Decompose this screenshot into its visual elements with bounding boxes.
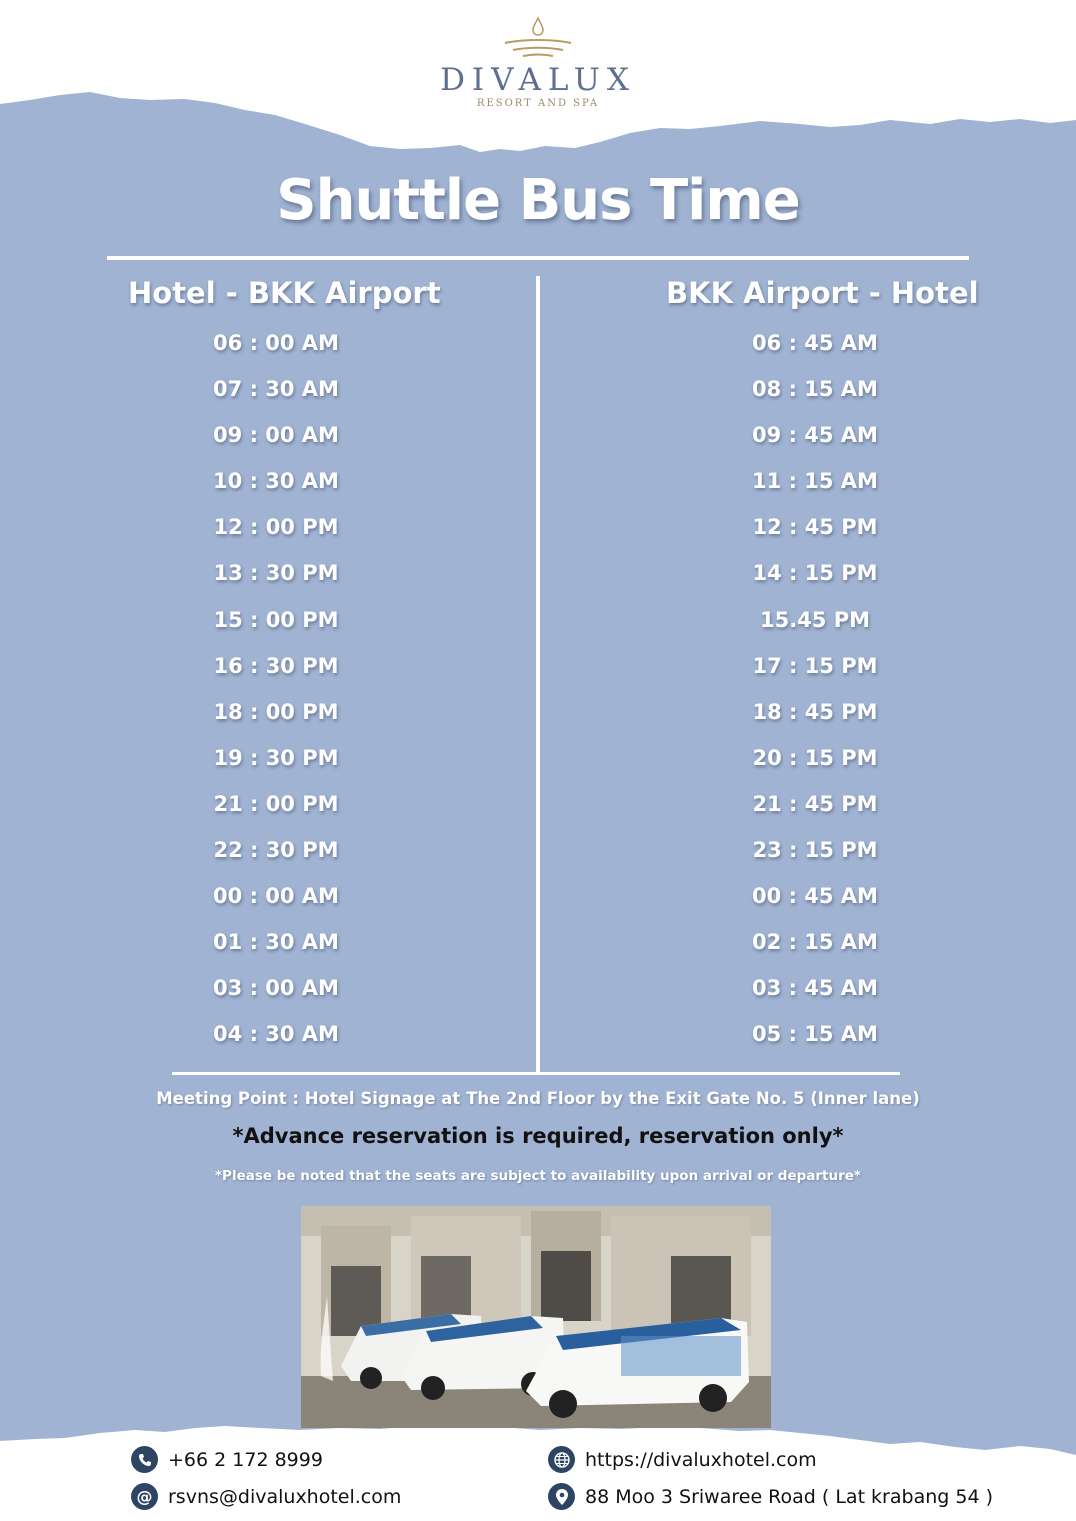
column-divider [536,276,540,1074]
page-title: Shuttle Bus Time [276,168,800,233]
departure-time: 03 : 45 AM [752,976,878,1001]
departure-time: 23 : 15 PM [752,838,878,863]
departure-time: 06 : 45 AM [752,331,878,355]
departure-time: 06 : 00 AM [213,331,339,355]
contact-address[interactable] [548,1483,993,1510]
departure-time: 20 : 15 PM [752,745,878,770]
departure-time: 09 : 45 AM [752,423,878,448]
departure-time: 08 : 15 AM [752,377,878,402]
contact-phone[interactable] [131,1446,323,1473]
schedule-bottom-rule [172,1072,900,1075]
website-url: https://divaluxhotel.com [585,1448,817,1471]
water-drop-logo-icon [493,12,583,62]
departure-time: 00 : 45 AM [752,884,878,909]
shuttle-vans-photo [301,1206,771,1428]
brand-name: DIVALUX [440,62,636,98]
departure-time: 12 : 45 PM [752,515,878,540]
brand-tagline: RESORT AND SPA [476,98,600,109]
globe-icon [548,1446,575,1473]
departure-time: 07 : 30 AM [213,377,339,402]
reservation-notice: *Advance reservation is required, reservation only* [232,1124,844,1148]
departure-time: 04 : 30 AM [213,1022,339,1047]
departure-time: 10 : 30 AM [213,469,339,494]
departure-time: 21 : 45 PM [752,791,878,816]
departure-time: 02 : 15 AM [752,930,878,955]
airport-to-hotel-times [665,326,965,1064]
departure-time: 16 : 30 PM [213,653,339,678]
departure-time: 15.45 PM [759,607,871,632]
hotel-to-airport-times [126,326,426,1064]
phone-number: +66 2 172 8999 [168,1448,323,1471]
title-underline [107,256,969,260]
departure-time: 18 : 00 PM [213,699,339,724]
departure-time: 11 : 15 AM [752,469,878,494]
contact-email[interactable] [131,1483,401,1510]
at-sign-icon: @ [131,1483,158,1510]
hotel-to-airport-heading: Hotel - BKK Airport [128,276,441,310]
departure-time: 19 : 30 PM [213,745,339,770]
street-address: 88 Moo 3 Sriwaree Road ( Lat krabang 54 ) [585,1485,993,1508]
departure-time: 15 : 00 PM [213,607,339,632]
airport-to-hotel-heading: BKK Airport - Hotel [666,276,979,310]
departure-time: 13 : 30 PM [213,561,339,586]
phone-icon [131,1446,158,1473]
map-pin-icon [548,1483,575,1510]
departure-time: 01 : 30 AM [213,930,339,955]
contact-website[interactable] [548,1446,817,1473]
departure-time: 22 : 30 PM [213,838,339,863]
meeting-point: Meeting Point : Hotel Signage at The 2nd Floor by the Exit Gate No. 5 (Inner lane) [156,1089,920,1108]
departure-time: 09 : 00 AM [213,423,339,448]
departure-time: 03 : 00 AM [213,976,339,1001]
availability-note: *Please be noted that the seats are subject to availability upon arrival or departure* [214,1168,861,1184]
departure-time: 18 : 45 PM [752,699,878,724]
departure-time: 17 : 15 PM [752,653,878,678]
brand-logo [0,12,1076,109]
departure-time: 14 : 15 PM [752,561,878,586]
departure-time: 12 : 00 PM [213,515,339,540]
departure-time: 21 : 00 PM [213,791,339,816]
email-address: rsvns@divaluxhotel.com [168,1485,402,1508]
departure-time: 05 : 15 AM [752,1022,878,1047]
departure-time: 00 : 00 AM [213,884,339,909]
